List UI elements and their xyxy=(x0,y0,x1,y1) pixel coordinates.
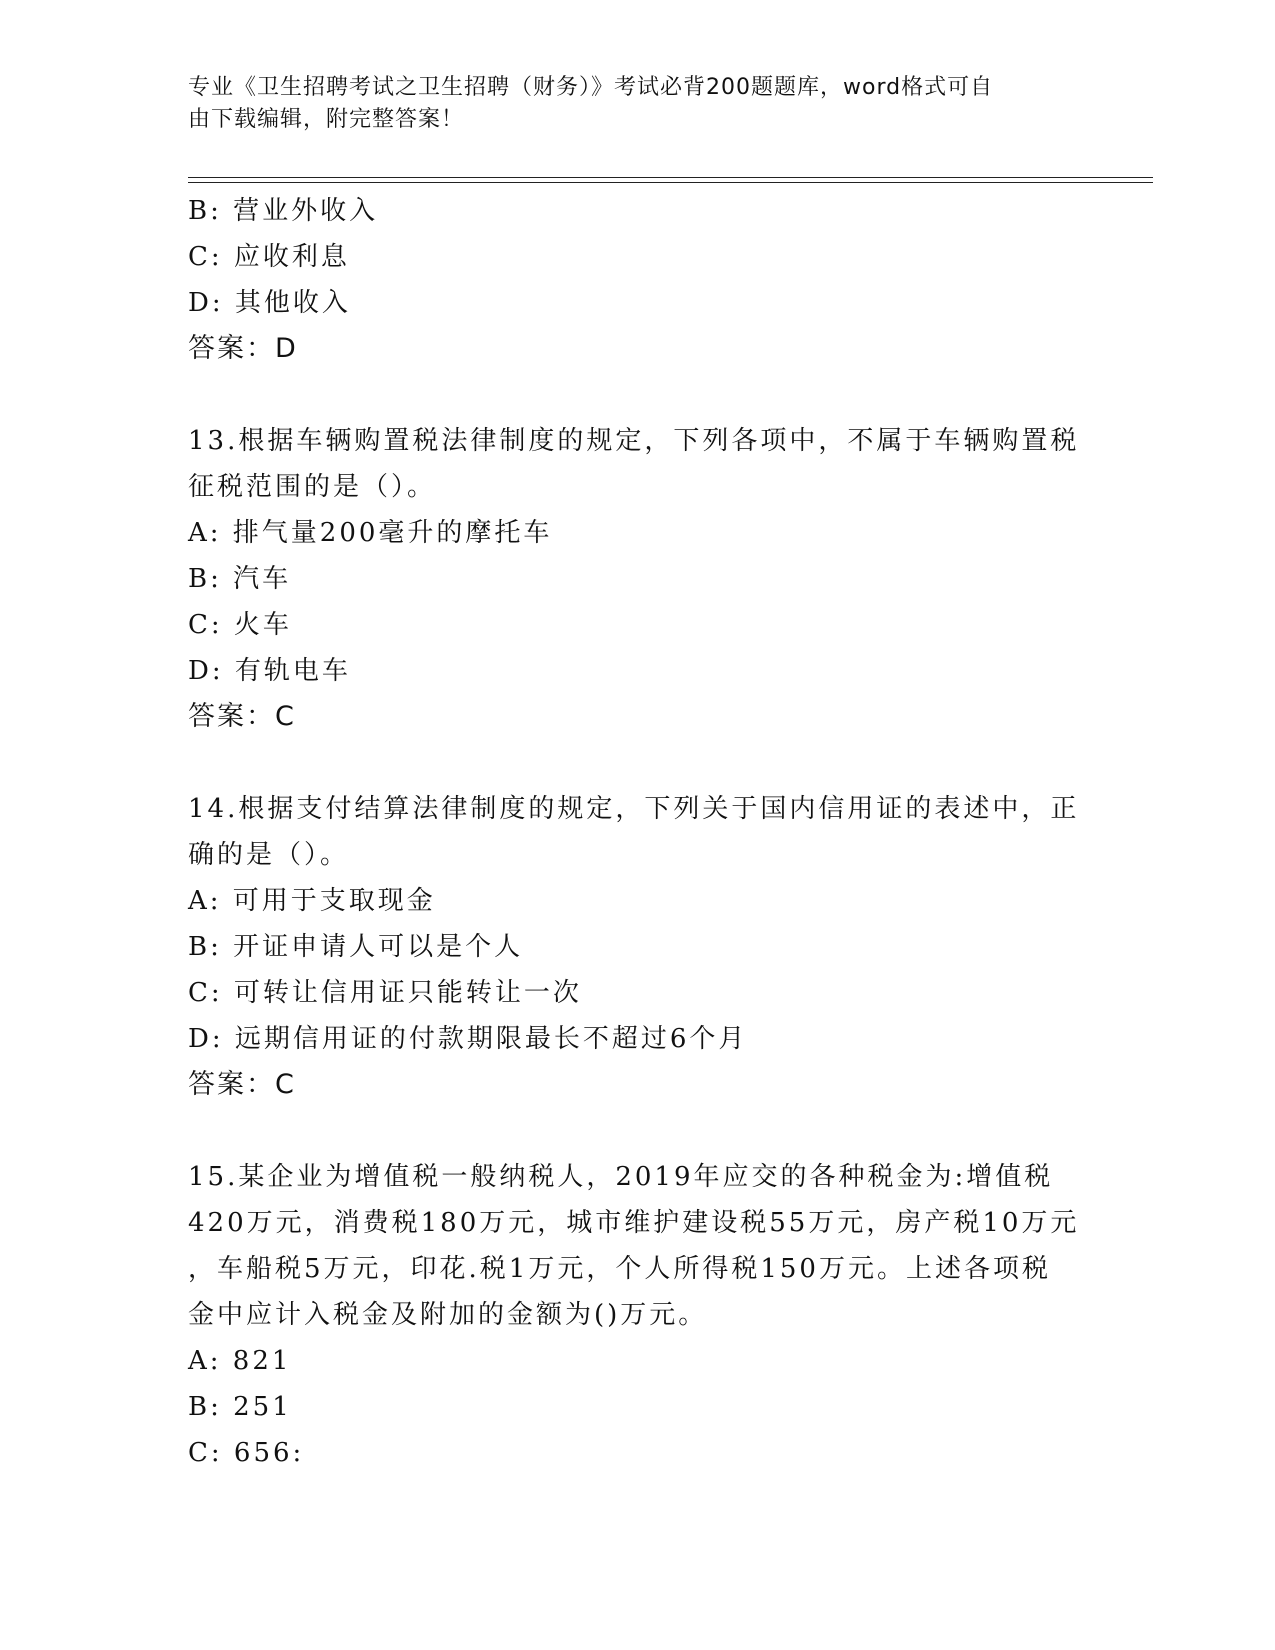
answer-line: 答案：C xyxy=(188,701,296,732)
question-15 xyxy=(188,1154,1088,1476)
question-12 xyxy=(188,188,1088,372)
option-c: C: 可转让信用证只能转让一次 xyxy=(188,978,582,1008)
question-14 xyxy=(188,786,1088,1108)
option-a: A: 821 xyxy=(188,1346,292,1376)
option-c: C: 火车 xyxy=(188,610,292,640)
option-b: B: 开证申请人可以是个人 xyxy=(188,932,524,962)
option-d: D: 远期信用证的付款期限最长不超过6个月 xyxy=(188,1024,748,1054)
spacer xyxy=(188,372,1088,418)
option-a: A: 排气量200毫升的摩托车 xyxy=(188,518,553,548)
question-stem-line: 15.某企业为增值税一般纳税人，2019年应交的各种税金为:增值税 xyxy=(188,1162,1054,1192)
option-b: B: 汽车 xyxy=(188,564,292,594)
option-b: B: 251 xyxy=(188,1392,292,1422)
answer-line: 答案：C xyxy=(188,1069,296,1100)
question-stem-line: ，车船税5万元，印花.税1万元，个人所得税150万元。上述各项税 xyxy=(188,1254,1051,1284)
question-stem-line: 14.根据支付结算法律制度的规定，下列关于国内信用证的表述中，正 xyxy=(188,794,1080,824)
option-c: C: 656: xyxy=(188,1438,305,1468)
option-b: B: 营业外收入 xyxy=(188,196,379,226)
question-stem-line: 420万元，消费税180万元，城市维护建设税55万元，房产税10万元 xyxy=(188,1208,1080,1238)
option-a: A: 可用于支取现金 xyxy=(188,886,436,916)
header-line-1: 专业《卫生招聘考试之卫生招聘（财务）》考试必背200题题库，word格式可自 xyxy=(188,75,994,100)
header-rule-bottom xyxy=(188,182,1153,183)
document-body xyxy=(188,188,1088,1476)
spacer xyxy=(188,740,1088,786)
header-line-2: 由下载编辑，附完整答案！ xyxy=(188,107,465,132)
question-stem-line: 确的是（）。 xyxy=(188,840,350,870)
document-header xyxy=(188,72,1068,136)
answer-line: 答案：D xyxy=(188,333,298,364)
question-stem-line: 13.根据车辆购置税法律制度的规定，下列各项中，不属于车辆购置税 xyxy=(188,426,1080,456)
option-d: D: 有轨电车 xyxy=(188,656,351,686)
option-d: D: 其他收入 xyxy=(188,288,351,318)
question-stem-line: 征税范围的是（）。 xyxy=(188,472,437,502)
option-c: C: 应收利息 xyxy=(188,242,350,272)
spacer xyxy=(188,1108,1088,1154)
header-rule-top xyxy=(188,177,1153,178)
question-13 xyxy=(188,418,1088,740)
question-stem-line: 金中应计入税金及附加的金额为()万元。 xyxy=(188,1300,708,1330)
